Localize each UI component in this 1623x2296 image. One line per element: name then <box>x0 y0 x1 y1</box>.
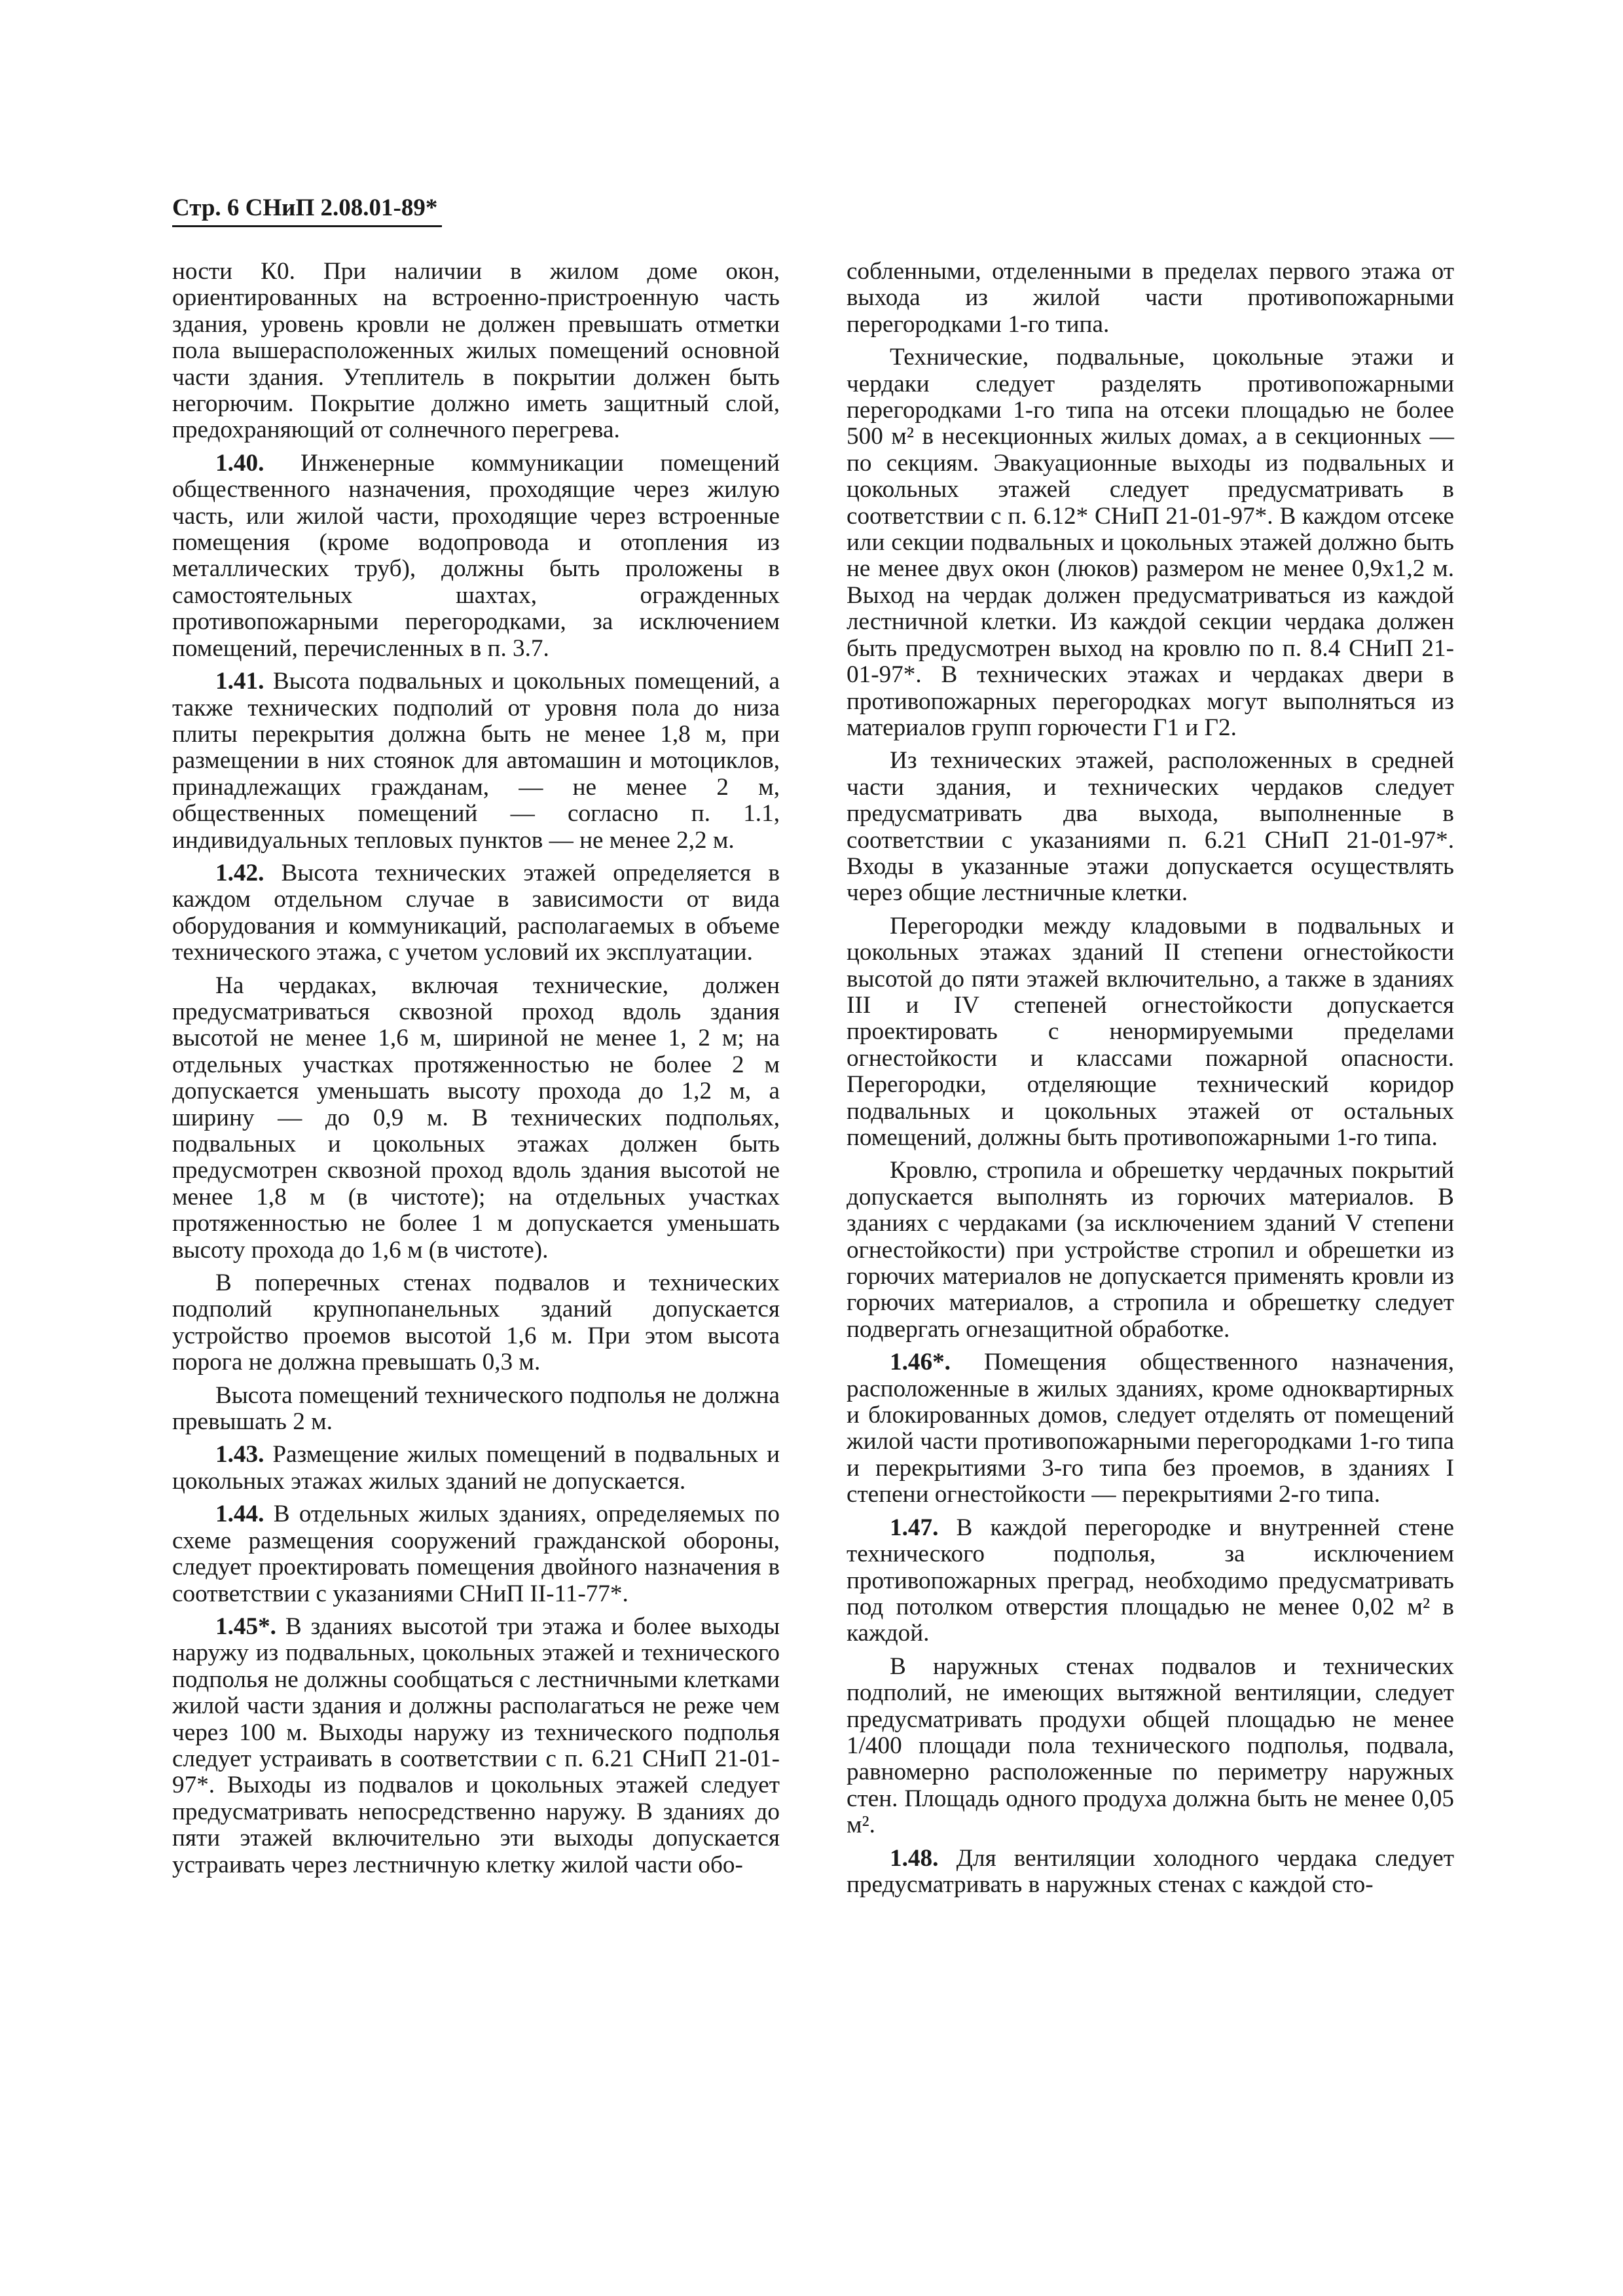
paragraph-text: Высота технических этажей определяется в каждом отдельном случае в зависимости от вида оборудования и коммуникаций, располагаемых в объеме технического этажа, с учетом условий их эксплуатации. <box>172 859 780 966</box>
paragraph-1-48 <box>847 1846 1454 1899</box>
paragraph-1-41 <box>172 668 780 854</box>
paragraph-text: Перегородки между кладовыми в подвальных и цокольных этажах зданий II степени огнестойкости высотой до пяти этажей включительно, а также в зданиях III и IV степеней огнестойкости допускается проектировать с ненормируемыми пределами огнестойкости и классами пожарной опасности. Перегородки, отделяющие технический коридор подвальных и цокольных этажей от остальных помещений, должны быть противопожарными 1-го типа. <box>847 912 1454 1151</box>
paragraph-text: В каждой перегородке и внутренней стене технического подполья, за исключением противопожарных преград, необходимо предусматривать под потолком отверстия площадью не менее 0,02 м² в каждой. <box>847 1514 1454 1647</box>
clause-number: 1.48. <box>890 1844 939 1872</box>
paragraph-text: ности К0. При наличии в жилом доме окон, ориентированных на встроенно-пристроенную часть здания, уровень кровли не должен превышать отметки пола вышерасположенных жилых помещений основной части здания. Утеплитель в покрытии должен быть негорючим. Покрытие должно иметь защитный слой, предохраняющий от солнечного перегрева. <box>172 258 780 444</box>
paragraph-text: Кровлю, стропила и обрешетку чердачных покрытий допускается выполнять из горючих материалов. В зданиях с чердаками (за исключением зданий V степени огнестойкости) при устройстве стропил и обрешетки из горючих материалов не допускается применять кровли из горючих материалов, а стропила и обрешетку следует подвергать огнезащитной обработке. <box>847 1157 1454 1343</box>
clause-number: 1.47. <box>890 1514 939 1541</box>
paragraph <box>847 913 1454 1152</box>
clause-number: 1.40. <box>215 449 264 477</box>
paragraph <box>172 1270 780 1376</box>
right-column <box>847 259 1454 1898</box>
page-header: Стр. 6 СНиП 2.08.01-89* <box>172 194 442 227</box>
paragraph-1-46 <box>847 1349 1454 1508</box>
paragraph <box>847 748 1454 906</box>
paragraph-1-40 <box>172 450 780 662</box>
clause-number: 1.46*. <box>890 1349 951 1376</box>
paragraph-1-43 <box>172 1442 780 1495</box>
paragraph-text: Высота подвальных и цокольных помещений, а также технических подполий от уровня пола до низа плиты перекрытия должна быть не менее 1,8 м, при размещении в них стоянок для автомашин и мотоциклов, принадлежащих гражданам, — не менее 2 м, общественных помещений — согласно п. 1.1, индивидуальных тепловых пунктов — не менее 2,2 м. <box>172 668 780 854</box>
paragraph-text: Помещения общественного назначения, расположенные в жилых зданиях, кроме одноквартирных и блокированных домов, следует отделять от помещений жилой части противопожарными перегородками 1-го типа и перекрытиями 3-го типа без проемов, в зданиях I степени огнестойкости — перекрытиями 2-го типа. <box>847 1349 1454 1508</box>
paragraph-text: Технические, подвальные, цокольные этажи и чердаки следует разделять противопожарными перегородками 1-го типа на отсеки площадью не более 500 м² в несекционных жилых домах, а в секционных — по секциям. Эвакуационные выходы из подвальных и цокольных этажей следует предусматривать в соответствии с п. 6.12* СНиП 21-01-97*. В каждом отсеке или секции подвальных и цокольных этажей должно быть не менее двух окон (люков) размером не менее 0,9х1,2 м. Выход на чердак должен предусматриваться из каждой лестничной клетки. Из каждой секции чердака должен быть предусмотрен выход на кровлю по п. 8.4 СНиП 21-01-97*. В технических этажах и чердаках двери в противопожарных перегородках могут выполняться из материалов групп горючести Г1 и Г2. <box>847 344 1454 741</box>
paragraph <box>172 1383 780 1436</box>
left-column <box>172 259 780 1878</box>
paragraph-text: Размещение жилых помещений в подвальных и цокольных этажах жилых зданий не допускается. <box>172 1441 780 1495</box>
paragraph <box>847 344 1454 741</box>
paragraph-text: собленными, отделенными в пределах первого этажа от выхода из жилой части противопожарными перегородками 1-го типа. <box>847 258 1454 338</box>
paragraph-1-47 <box>847 1515 1454 1647</box>
clause-number: 1.44. <box>215 1501 264 1528</box>
paragraph <box>172 973 780 1264</box>
paragraph <box>847 1654 1454 1839</box>
paragraph <box>847 259 1454 338</box>
paragraph-text: В наружных стенах подвалов и технических подполий, не имеющих вытяжной вентиляции, следует предусматривать продухи общей площадью не менее 1/400 площади пола технического подполья, подвала, равномерно расположенные по периметру наружных стен. Площадь одного продуха должна быть не менее 0,05 м². <box>847 1652 1454 1839</box>
paragraph-1-45 <box>172 1614 780 1878</box>
paragraph-text: В зданиях высотой три этажа и более выходы наружу из подвальных, цокольных этажей и технического подполья не должны сообщаться с лестничными клетками жилой части здания и должны располагаться не реже чем через 100 м. Выходы наружу из технического подполья следует устраивать в соответствии с п. 6.21 СНиП 21-01-97*. Выходы из подвалов и цокольных этажей следует предусматривать непосредственно наружу. В зданиях до пяти этажей включительно эти выходы допускается устраивать через лестничную клетку жилой части обо- <box>172 1613 780 1878</box>
clause-number: 1.41. <box>215 668 264 695</box>
paragraph-text: Для вентиляции холодного чердака следует предусматривать в наружных стенах с каждой сто- <box>847 1844 1454 1898</box>
paragraph-text: Высота помещений технического подполья не должна превышать 2 м. <box>172 1381 780 1436</box>
paragraph <box>847 1157 1454 1343</box>
paragraph-text: На чердаках, включая технические, должен предусматриваться сквозной проход вдоль здания высотой не менее 1,6 м, шириной не менее 1, 2 м; на отдельных участках протяженностью не более 2 м допускается уменьшать высоту прохода до 1,2 м, а ширину — до 0,9 м. В технических подпольях, подвальных и цокольных этажах должен быть предусмотрен сквозной проход вдоль здания высотой не менее 1,8 м (в чистоте); на отдельных участках протяженностью не более 1 м допускается уменьшать высоту прохода до 1,6 м (в чистоте). <box>172 972 780 1264</box>
paragraph-1-44 <box>172 1501 780 1607</box>
clause-number: 1.45*. <box>215 1613 276 1640</box>
clause-number: 1.43. <box>215 1441 264 1468</box>
paragraph-text: В отдельных жилых зданиях, определяемых по схеме размещения сооружений гражданской обороны, следует проектировать помещения двойного назначения в соответствии с указаниями СНиП II-11-77*. <box>172 1501 780 1607</box>
paragraph <box>172 259 780 444</box>
paragraph-text: Из технических этажей, расположенных в средней части здания, и технических чердаков следует предусматривать два выхода, выполненные в соответствии с указаниями п. 6.21 СНиП 21-01-97*. Входы в указанные этажи допускается осуществлять через общие лестничные клетки. <box>847 747 1454 907</box>
clause-number: 1.42. <box>215 859 264 886</box>
paragraph-text: В поперечных стенах подвалов и технических подполий крупнопанельных зданий допускается устройство проемов высотой 1,6 м. При этом высота порога не должна превышать 0,3 м. <box>172 1269 780 1376</box>
paragraph-1-42 <box>172 860 780 966</box>
paragraph-text: Инженерные коммуникации помещений общественного назначения, проходящие через жилую часть, или жилой части, проходящие через встроенные помещения (кроме водопровода и отопления из металлических труб), должны быть проложены в самостоятельных шахтах, огражденных противопожарными перегородками, за исключением помещений, перечисленных в п. 3.7. <box>172 449 780 662</box>
